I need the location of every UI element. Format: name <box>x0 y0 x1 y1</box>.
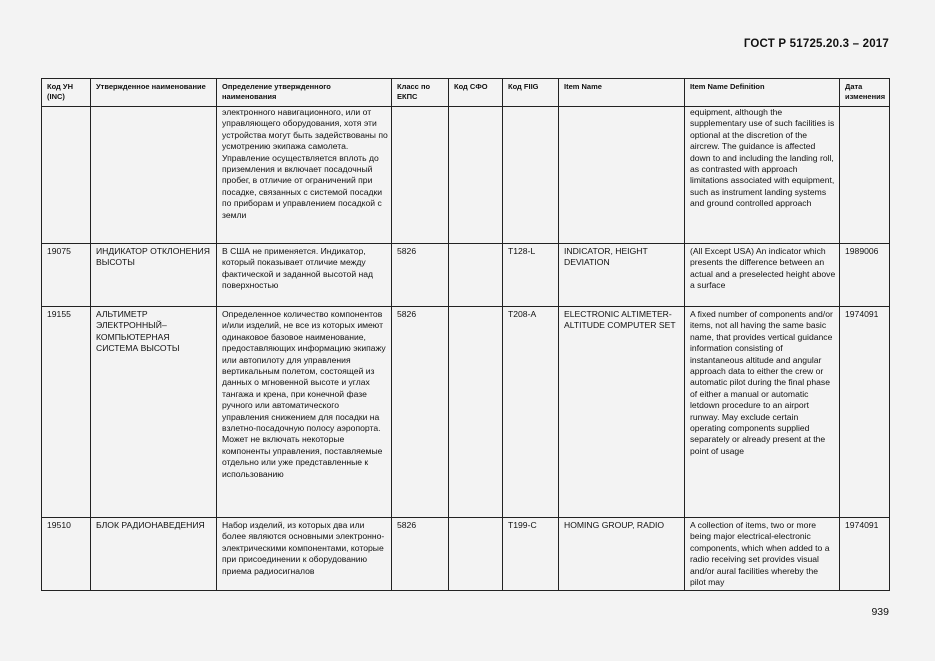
cell-name-ru: АЛЬТИМЕТР ЭЛЕКТРОННЫЙ–КОМПЬЮТЕРНАЯ СИСТЕМА ВЫСОТЫ <box>91 307 217 518</box>
cell-item-name: ELECTRONIC ALTIMETER-ALTITUDE COMPUTER SET <box>559 307 685 518</box>
cell-date: 1989006 <box>840 244 890 307</box>
cell-sfo <box>449 307 503 518</box>
cell-item-name <box>559 107 685 244</box>
cell-date: 1974091 <box>840 307 890 518</box>
cell-sfo <box>449 244 503 307</box>
cell-ekps: 5826 <box>392 518 449 591</box>
cell-name-ru: БЛОК РАДИОНАВЕДЕНИЯ <box>91 518 217 591</box>
document-header: ГОСТ Р 51725.20.3 – 2017 <box>743 38 889 50</box>
cell-inc <box>42 107 91 244</box>
col-header-fiig: Код FIIG <box>503 79 559 107</box>
cell-fiig <box>503 107 559 244</box>
cell-inc: 19075 <box>42 244 91 307</box>
table-header-row <box>42 79 890 107</box>
table-row <box>42 244 890 307</box>
cell-ekps: 5826 <box>392 307 449 518</box>
cell-item-name: HOMING GROUP, RADIO <box>559 518 685 591</box>
cell-def-en: (All Except USA) An indicator which presents the difference between an actual and a preselected height above a surface <box>685 244 840 307</box>
table-row <box>42 307 890 518</box>
col-header-sfo: Код СФО <box>449 79 503 107</box>
col-header-def-ru: Определение утвержденного наименования <box>217 79 392 107</box>
cell-name-ru <box>91 107 217 244</box>
cell-def-en: equipment, although the supplementary use of such facilities is optional at the discretion of the aircrew. The guidance is affected down to and including the landing roll, as contrasted with approach limitations associated with equipment, such as instrument landing systems and ground controlled approach <box>685 107 840 244</box>
cell-def-ru: электронного навигационного, или от управляющего оборудования, хотя эти устройства могут быть задействованы по усмотрению экипажа самолета. Управление осуществляется вплоть до приземления и включает посадочный пробег, в отличие от ограничений при посадке, связанных с системой посадки по приборам и управлением посадкой с земли <box>217 107 392 244</box>
cell-fiig: T199-C <box>503 518 559 591</box>
cell-fiig: T128-L <box>503 244 559 307</box>
cell-sfo <box>449 518 503 591</box>
cell-def-ru: В США не применяется. Индикатор, который показывает отличие между фактической и заданной высотой над поверхностью <box>217 244 392 307</box>
cell-date: 1974091 <box>840 518 890 591</box>
cell-fiig: T208-A <box>503 307 559 518</box>
cell-ekps <box>392 107 449 244</box>
cell-def-ru: Определенное количество компонентов и/или изделий, не все из которых имеют одинаковое базовое наименование, предоставляющих информацию экипажу или автопилоту для управления вертикальным полетом, состоящей из данных о мгновенной высоте и углах тангажа и крена, при конечной фазе ручного или автоматического управления снижением для посадки на взлетно-посадочную полосу аэропорта. Может не включать некоторые компоненты управления, поставляемые отдельно или уже представленные к использованию <box>217 307 392 518</box>
cell-name-ru: ИНДИКАТОР ОТКЛОНЕНИЯ ВЫСОТЫ <box>91 244 217 307</box>
cell-def-ru: Набор изделий, из которых два или более являются основными электронно-электрическими компонентами, которые при присоединении к оборудованию приема радиосигналов <box>217 518 392 591</box>
col-header-inc: Код УН (INC) <box>42 79 91 107</box>
table-row <box>42 107 890 244</box>
col-header-def-en: Item Name Definition <box>685 79 840 107</box>
cell-inc: 19510 <box>42 518 91 591</box>
table-row <box>42 518 890 591</box>
cell-sfo <box>449 107 503 244</box>
col-header-ekps: Класс по ЕКПС <box>392 79 449 107</box>
cell-def-en: A collection of items, two or more being major electrical-electronic components, which when added to a radio receiving set provides visual and/or aural facilities whereby the pilot may <box>685 518 840 591</box>
col-header-date: Дата изменения <box>840 79 890 107</box>
col-header-name-ru: Утвержденное наименование <box>91 79 217 107</box>
catalog-table <box>41 78 890 591</box>
cell-ekps: 5826 <box>392 244 449 307</box>
cell-date <box>840 107 890 244</box>
cell-def-en: A fixed number of components and/or items, not all having the same basic name, that provides vertical guidance information consisting of instantaneous altitude and angular approach data to either the crew or automatic pilot during the final phase of either a manual or automatic letdown procedure to an airport runway. May exclude certain operating components supplied separately or already present at the point of usage <box>685 307 840 518</box>
cell-item-name: INDICATOR, HEIGHT DEVIATION <box>559 244 685 307</box>
page-number: 939 <box>871 606 889 618</box>
cell-inc: 19155 <box>42 307 91 518</box>
col-header-item-name: Item Name <box>559 79 685 107</box>
